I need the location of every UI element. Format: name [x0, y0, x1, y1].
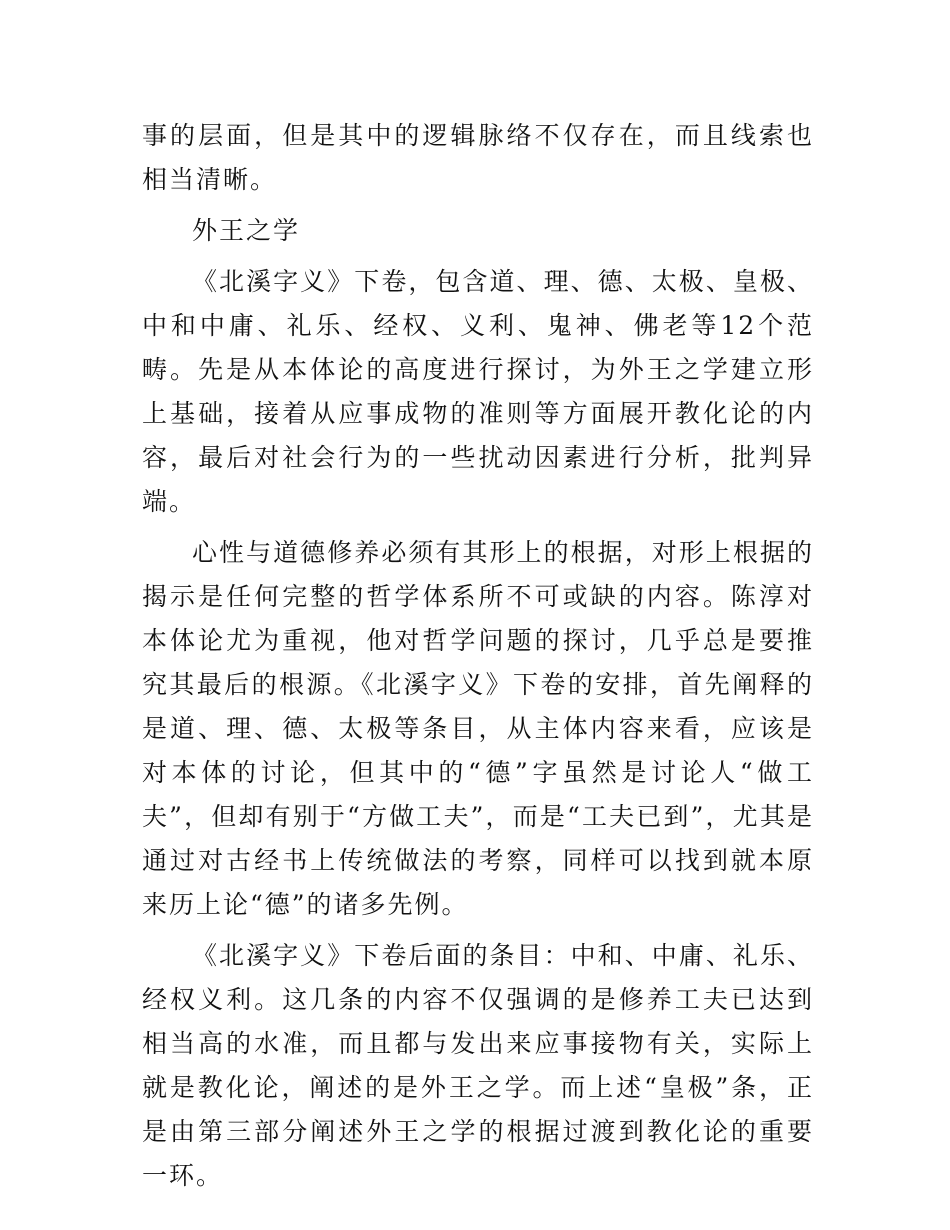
paragraph-edification: 《北溪字义》下卷后面的条目：中和、中庸、礼乐、经权义利。这几条的内容不仅强调的是修养工夫已达到相当高的水准，而且都与发出来应事接物有关，实际上就是教化论，阐述的是外王之学。而上述“皇极”条，正是由第三部分阐述外王之学的根据过渡到教化论的重要一环。 — [142, 941, 814, 1190]
document-body — [142, 114, 814, 1205]
paragraph-ontology: 心性与道德修养必须有其形上的根据，对形上根据的揭示是任何完整的哲学体系所不可或缺的内容。陈淳对本体论尤为重视，他对哲学问题的探讨，几乎总是要推究其最后的根源。《北溪字义》下卷的安排，首先阐释的是道、理、德、太极等条目，从主体内容来看，应该是对本体的讨论，但其中的“德”字虽然是讨论人“做工夫”，但却有别于“方做工夫”，而是“工夫已到”，尤其是通过对古经书上传统做法的考察，同样可以找到就本原来历上论“德”的诸多先例。 — [142, 538, 814, 919]
section-heading: 外王之学 — [192, 216, 301, 245]
paragraph-continuation: 事的层面，但是其中的逻辑脉络不仅存在，而且线索也相当清晰。 — [142, 121, 814, 194]
paragraph-overview: 《北溪字义》下卷，包含道、理、德、太极、皇极、中和中庸、礼乐、经权、义利、鬼神、佛老等12个范畴。先是从本体论的高度进行探讨，为外王之学建立形上基础，接着从应事成物的准则等方面展开教化论的内容，最后对社会行为的一些扰动因素进行分析，批判异端。 — [142, 267, 814, 516]
